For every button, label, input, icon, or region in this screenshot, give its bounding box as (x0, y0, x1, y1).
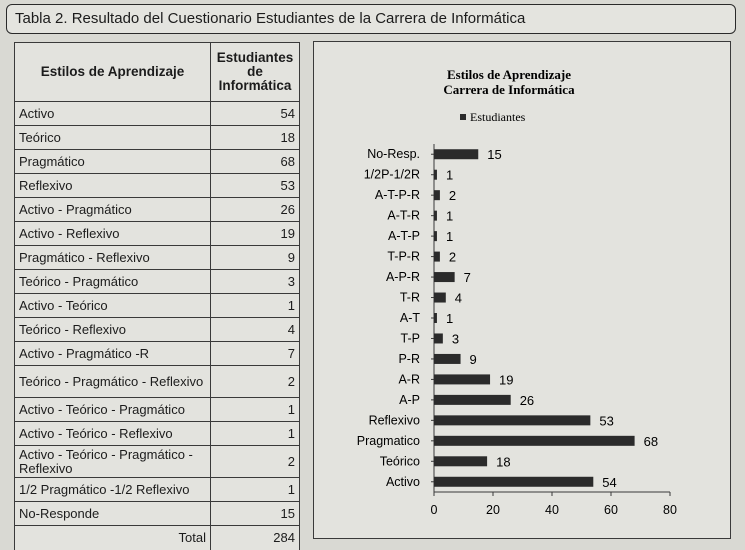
bar (434, 149, 478, 159)
row-style-label: Activo - Reflexivo (15, 222, 211, 246)
row-style-label: Activo - Teórico (15, 294, 211, 318)
bar (434, 456, 487, 466)
category-label: T-P (400, 331, 420, 346)
row-style-label: Teórico (15, 126, 211, 150)
data-label: 68 (643, 433, 659, 449)
table-row (15, 318, 300, 342)
table-row (15, 222, 300, 246)
row-style-label: Teórico - Pragmático (15, 270, 211, 294)
category-label: T-P-R (387, 249, 420, 264)
x-tick-label: 0 (430, 503, 438, 517)
table-row (15, 126, 300, 150)
row-count-value: 18 (211, 126, 300, 150)
row-count-value: 68 (211, 150, 300, 174)
bar (434, 272, 455, 282)
table-row (15, 294, 300, 318)
data-label: 1 (445, 229, 454, 245)
row-style-label: Activo - Pragmático -R (15, 342, 211, 366)
table-row (15, 422, 300, 446)
row-count-value: 1 (211, 422, 300, 446)
row-count-value: 1 (211, 294, 300, 318)
data-label: 19 (499, 372, 514, 388)
category-label: A-T-R (387, 208, 420, 223)
bar (434, 333, 443, 343)
data-label: 4 (454, 290, 463, 306)
header-learning-style: Estilos de Aprendizaje (15, 43, 211, 102)
x-tick-label: 60 (604, 503, 618, 517)
category-label: A-R (398, 372, 420, 387)
table-row (15, 270, 300, 294)
row-count-value: 2 (211, 366, 300, 398)
row-count-value: 26 (211, 198, 300, 222)
data-label: 26 (519, 392, 535, 408)
data-label: 18 (496, 454, 511, 470)
legend-label: Estudiantes (470, 110, 526, 124)
table-row (15, 502, 300, 526)
table-row (15, 150, 300, 174)
row-style-label: Activo - Teórico - Reflexivo (15, 422, 211, 446)
results-table (14, 42, 300, 550)
data-label: 3 (451, 331, 460, 347)
chart-panel (313, 41, 731, 539)
row-style-label: Teórico - Reflexivo (15, 318, 211, 342)
row-style-label: Pragmático - Reflexivo (15, 246, 211, 270)
bar (434, 252, 440, 262)
category-label: T-R (399, 290, 420, 305)
row-style-label: Reflexivo (15, 174, 211, 198)
table-row (15, 366, 300, 398)
data-label: 7 (463, 270, 471, 286)
data-label: 9 (469, 351, 477, 367)
data-label: 1 (445, 208, 454, 224)
bar (434, 354, 461, 364)
row-count-value: 53 (211, 174, 300, 198)
row-count-value: 1 (211, 478, 300, 502)
total-row (15, 526, 300, 550)
total-label: Total (15, 526, 211, 550)
row-count-value: 15 (211, 502, 300, 526)
category-label: P-R (398, 351, 420, 366)
data-label: 15 (487, 147, 502, 163)
category-label: Reflexivo (368, 413, 420, 428)
bar (434, 231, 437, 241)
category-label: Activo (385, 474, 420, 489)
data-label: 2 (448, 188, 457, 204)
legend-swatch (460, 114, 466, 120)
table-row (15, 446, 300, 478)
category-label: A-P (399, 392, 420, 407)
data-label: 2 (448, 249, 457, 265)
row-style-label: Teórico - Pragmático - Reflexivo (15, 366, 211, 398)
bar-chart (314, 42, 732, 540)
table-row (15, 478, 300, 502)
category-label: Teórico (379, 454, 420, 469)
chart-subtitle: Carrera de Informática (443, 82, 575, 97)
row-count-value: 19 (211, 222, 300, 246)
category-label: A-T (399, 311, 420, 325)
bar (434, 436, 635, 446)
category-label: A-T-P-R (374, 188, 420, 203)
bar (434, 170, 437, 180)
category-label: A-T-P (388, 229, 420, 244)
row-count-value: 2 (211, 446, 300, 478)
category-label: 1/2P-1/2R (363, 167, 420, 182)
bar (434, 477, 593, 487)
x-tick-label: 80 (663, 503, 677, 517)
bar (434, 415, 590, 425)
category-label: No-Resp. (367, 147, 420, 162)
data-label: 54 (602, 474, 617, 490)
table-row (15, 398, 300, 422)
x-tick-label: 40 (545, 503, 559, 517)
data-label: 1 (445, 311, 454, 326)
header-student-count: Estudiantes de Informática (211, 43, 300, 102)
row-count-value: 54 (211, 102, 300, 126)
chart-title: Estilos de Aprendizaje (447, 67, 571, 82)
total-value: 284 (211, 526, 300, 550)
table-row (15, 342, 300, 366)
table-row (15, 198, 300, 222)
table-caption: Tabla 2. Resultado del Cuestionario Estudiantes de la Carrera de Informática (6, 4, 736, 34)
bar (434, 395, 511, 405)
table-row (15, 102, 300, 126)
row-style-label: No-Responde (15, 502, 211, 526)
bar (434, 374, 490, 384)
category-label: Pragmatico (356, 433, 420, 448)
row-style-label: Activo - Pragmático (15, 198, 211, 222)
row-count-value: 1 (211, 398, 300, 422)
bar (434, 190, 440, 200)
bar (434, 293, 446, 303)
row-count-value: 4 (211, 318, 300, 342)
x-tick-label: 20 (486, 503, 500, 517)
row-style-label: 1/2 Pragmático -1/2 Reflexivo (15, 478, 211, 502)
bar (434, 211, 437, 221)
bar (434, 313, 437, 323)
row-count-value: 7 (211, 342, 300, 366)
table-row (15, 246, 300, 270)
table-row (15, 174, 300, 198)
row-style-label: Activo - Teórico - Pragmático - Reflexivo (15, 446, 211, 478)
data-label: 53 (599, 413, 614, 429)
row-count-value: 9 (211, 246, 300, 270)
row-style-label: Activo (15, 102, 211, 126)
row-style-label: Activo - Teórico - Pragmático (15, 398, 211, 422)
row-style-label: Pragmático (15, 150, 211, 174)
category-label: A-P-R (385, 270, 420, 285)
data-label: 1 (445, 167, 454, 183)
row-count-value: 3 (211, 270, 300, 294)
